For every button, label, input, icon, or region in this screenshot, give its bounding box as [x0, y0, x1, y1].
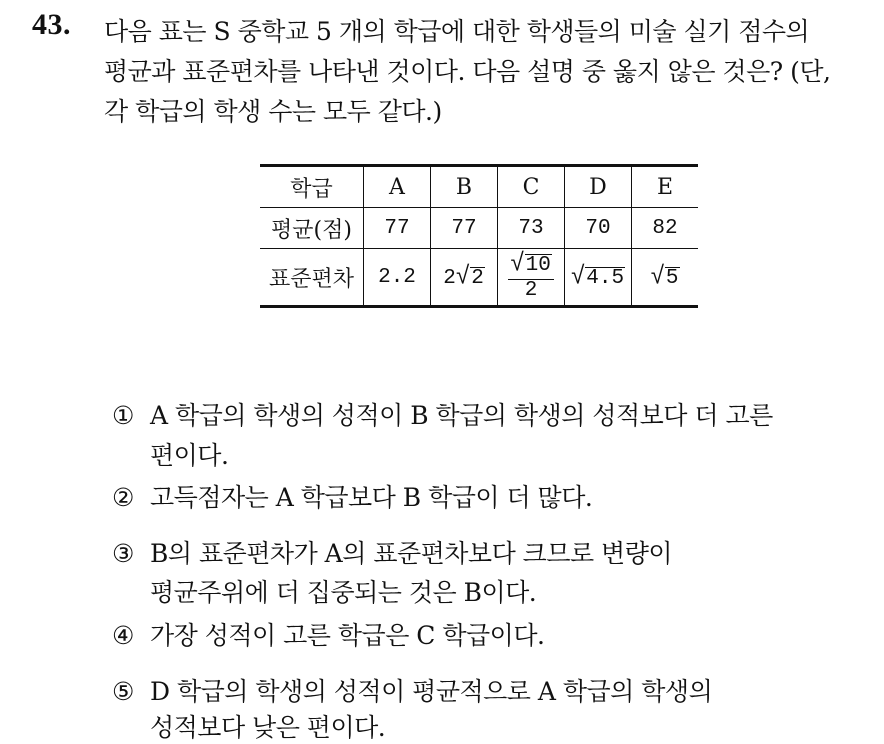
sd-a: 2.2 — [364, 249, 431, 307]
option-1-continuation: 편이다. — [150, 441, 229, 470]
sd-c-denominator: 2 — [524, 279, 538, 302]
option-2-mark: ② — [112, 483, 134, 512]
option-5-continuation: 성적보다 낮은 편이다. — [150, 713, 386, 742]
mean-e: 82 — [632, 208, 699, 249]
sd-b — [431, 249, 498, 307]
mean-b: 77 — [431, 208, 498, 249]
sd-c — [498, 249, 565, 307]
sd-b-coefficient: 2 — [443, 266, 456, 290]
option-1[interactable] — [112, 396, 773, 432]
option-4-mark: ④ — [112, 621, 134, 650]
statistics-table — [260, 164, 698, 308]
sqrt-symbol-b: √2 — [455, 262, 484, 292]
option-3-mark: ③ — [112, 539, 134, 568]
option-1-mark: ① — [112, 401, 134, 430]
option-3-continuation: 평균주위에 더 집중되는 것은 B이다. — [150, 578, 537, 607]
header-class-c: C — [498, 166, 565, 208]
option-5-text: D 학급의 학생의 성적이 평균적으로 A 학급의 학생의 — [150, 677, 713, 706]
header-class-e: E — [632, 166, 699, 208]
header-class-label: 학급 — [260, 166, 364, 208]
question-stem-line-3: 각 학급의 학생 수는 모두 같다.) — [104, 97, 442, 126]
table-header-row — [260, 166, 698, 208]
question-stem-line-2: 평균과 표준편차를 나타낸 것이다. 다음 설명 중 옳지 않은 것은? (단, — [104, 57, 831, 86]
sd-b-radicand: 2 — [471, 266, 484, 290]
option-3-text: B의 표준편차가 A의 표준편차보다 크므로 변량이 — [150, 539, 673, 568]
sd-e-radicand: 5 — [665, 266, 679, 290]
mean-label: 평균(점) — [260, 208, 364, 249]
question-number: 43. — [32, 8, 71, 41]
table-sd-row — [260, 249, 698, 307]
sqrt-symbol-c: √10 — [510, 250, 551, 279]
mean-d: 70 — [565, 208, 632, 249]
header-class-b: B — [431, 166, 498, 208]
option-3[interactable] — [112, 534, 672, 570]
option-5-mark: ⑤ — [112, 677, 134, 706]
option-5[interactable] — [112, 672, 712, 708]
sqrt-symbol-e: √5 — [650, 262, 679, 292]
option-1-text: A 학급의 학생의 성적이 B 학급의 학생의 성적보다 더 고른 — [150, 401, 773, 430]
option-4-text: 가장 성적이 고른 학급은 C 학급이다. — [150, 621, 545, 650]
header-class-d: D — [565, 166, 632, 208]
option-2-text: 고득점자는 A 학급보다 B 학급이 더 많다. — [150, 483, 593, 512]
option-4[interactable] — [112, 616, 544, 652]
header-class-a: A — [364, 166, 431, 208]
option-2[interactable] — [112, 478, 592, 514]
sd-label: 표준편차 — [268, 266, 354, 292]
table-mean-row — [260, 208, 698, 249]
sd-d — [565, 249, 632, 307]
mean-a: 77 — [364, 208, 431, 249]
sqrt-symbol-d: √4.5 — [570, 262, 625, 292]
sd-d-radicand: 4.5 — [586, 266, 625, 290]
sd-c-radicand: 10 — [525, 254, 551, 277]
mean-c: 73 — [498, 208, 565, 249]
question-stem-line-1: 다음 표는 S 중학교 5 개의 학급에 대한 학생들의 미술 실기 점수의 — [104, 17, 810, 46]
sd-e — [632, 249, 699, 307]
sd-c-fraction — [508, 252, 554, 302]
